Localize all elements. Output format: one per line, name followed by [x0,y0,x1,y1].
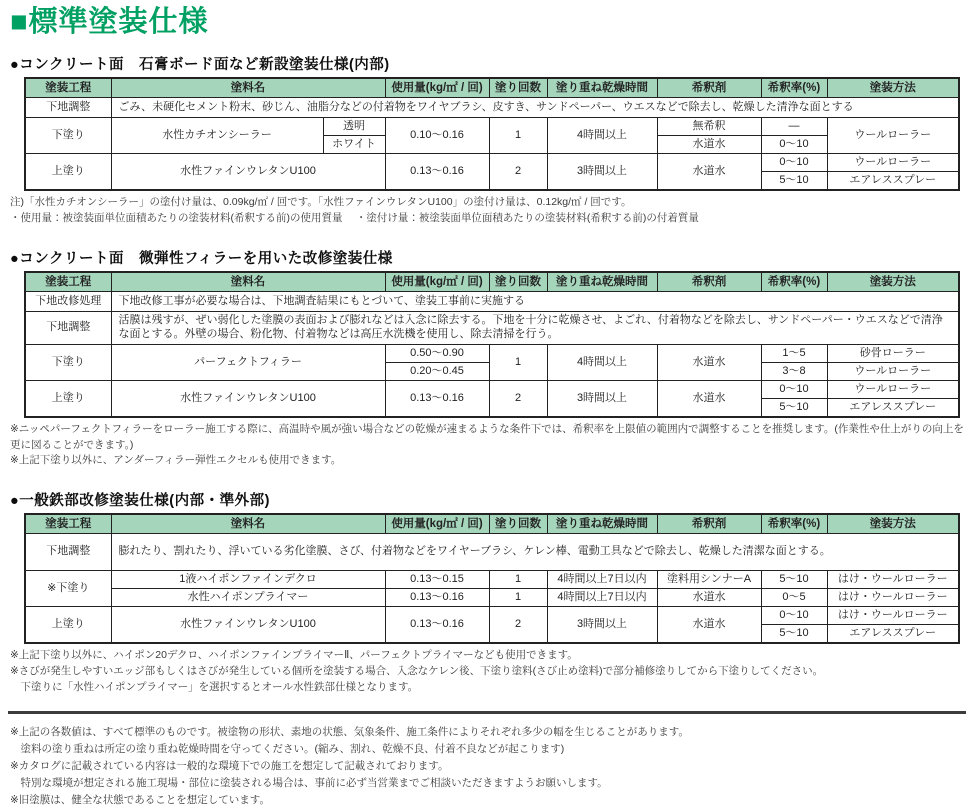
cell-method: はけ・ウールローラー [827,589,959,607]
cell-method: ウールローラー [827,153,959,171]
col-header-ratio: 希釈率(%) [761,514,827,534]
cell-diluent: 水道水 [657,344,761,380]
cell-drying: 3時間以上 [547,380,657,417]
col-header-diluent: 希釈剤 [657,514,761,534]
cell-drying: 3時間以上 [547,607,657,644]
row-undercoat-option1 [25,571,959,589]
cell-usage: 0.50～0.90 [385,344,489,362]
section-iron-repair [8,489,966,695]
row-topcoat-a [25,607,959,625]
section-concrete-repair [8,247,966,469]
cell-coats: 1 [489,117,547,153]
cell-usage: 0.13～0.15 [385,571,489,589]
row-topcoat-a [25,153,959,171]
cell-drying: 4時間以上 [547,117,657,153]
row-surface-prep [25,97,959,117]
section-heading-iron-repair: ●一般鉄部改修塗装仕様(内部・準外部) [10,493,270,510]
footer-note-line: 塗料の塗り重ねは所定の塗り重ね乾燥時間を守ってください。(縮み、割れ、乾燥不良、付着不良などが起こります) [10,743,565,756]
col-header-drying: 塗り重ね乾燥時間 [547,514,657,534]
col-header-paint: 塗料名 [111,272,385,292]
row-undercoat-a [25,344,959,362]
cell-prep-desc: 活膜は残すが、ぜい弱化した塗膜の表面および膨れなどは入念に除去する。下地を十分に乾燥させ、よごれ、付着物などを除去し、サンドペーパー・ウエスなどで清浄な面とする。外壁の場合、粉化物、付着物などは高圧水洗機を使用し、除去清掃を行う。 [111,312,959,345]
cell-ratio: 0～10 [761,380,827,398]
footer-note-line: ※旧塗膜は、健全な状態であることを想定しています。 [10,793,270,806]
cell-paint-name: 水性ファインウレタンU100 [111,607,385,644]
row-undercoat-option2 [25,589,959,607]
cell-ratio: 5～10 [761,625,827,644]
col-header-coats: 塗り回数 [489,514,547,534]
cell-process: 上塗り [25,380,111,417]
note-line: ※さびが発生しやすいエッジ部もしくはさびが発生している個所を塗装する場合、入念なケレン後、下塗り塗料(さび止め塗料)で部分補修塗りしてから下塗りしてください。 [10,664,824,677]
row-topcoat-a [25,380,959,398]
section2-notes [10,422,966,469]
footer-note-line: ※カタログに記載されている内容は一般的な環境下での施工を想定して記載されております。 [10,759,449,772]
cell-coats: 1 [489,589,547,607]
row-base-repair [25,292,959,312]
cell-ratio: 1～5 [761,344,827,362]
footer-notes [10,724,966,808]
spec-table-iron-repair [24,513,960,644]
cell-usage: 0.13～0.16 [385,380,489,417]
section3-notes [10,648,966,695]
cell-method: ウールローラー [827,380,959,398]
cell-diluent: 塗料用シンナーA [657,571,761,589]
col-header-ratio: 希釈率(%) [761,272,827,292]
col-header-drying: 塗り重ね乾燥時間 [547,272,657,292]
cell-ratio: 0～10 [761,153,827,171]
spec-table-concrete-new [24,77,960,191]
cell-paint-name: 水性ファインウレタンU100 [111,380,385,417]
cell-ratio: 5～10 [761,398,827,417]
cell-coats: 2 [489,380,547,417]
cell-ratio: 5～10 [761,571,827,589]
row-surface-prep [25,534,959,571]
cell-paint-name: 水性ファインウレタンU100 [111,153,385,190]
cell-method: ウールローラー [827,117,959,153]
cell-paint-name: 水性カチオンシーラー [111,117,323,153]
note-line: 注)「水性カチオンシーラー」の塗付け量は、0.09kg/㎡ / 回です。「水性ファインウレタンU100」の塗付け量は、0.12kg/㎡ / 回です。 [10,195,632,208]
cell-usage: 0.20～0.45 [385,362,489,380]
col-header-usage: 使用量(kg/㎡ / 回) [385,514,489,534]
col-header-method: 塗装方法 [827,514,959,534]
cell-process: 下塗り [25,344,111,380]
cell-method: はけ・ウールローラー [827,571,959,589]
cell-ratio: 0～10 [761,135,827,153]
cell-repair-desc: 下地改修工事が必要な場合は、下地調査結果にもとづいて、塗装工事前に実施する [111,292,959,312]
note-line: ※上記下塗り以外に、ハイポン20デクロ、ハイポンファインプライマーⅡ、パーフェクトプライマーなども使用できます。 [10,649,578,662]
section-concrete-new [8,53,966,227]
col-header-paint: 塗料名 [111,78,385,98]
col-header-coats: 塗り回数 [489,78,547,98]
page-title: ■標準塗装仕様 [10,6,209,38]
cell-process: ※下塗り [25,571,111,607]
cell-ratio: 3～8 [761,362,827,380]
cell-process: 上塗り [25,607,111,644]
cell-diluent: 水道水 [657,607,761,644]
cell-usage: 0.13～0.16 [385,153,489,190]
cell-method: エアレススプレー [827,398,959,417]
spec-table-concrete-repair [24,271,960,418]
cell-drying: 3時間以上 [547,153,657,190]
footer-divider [8,711,966,714]
footer-note-line: ※上記の各数値は、すべて標準のものです。被塗物の形状、素地の状態、気象条件、施工条件によりそれぞれ多少の幅を生じることがあります。 [10,726,689,739]
cell-diluent: 水道水 [657,153,761,190]
cell-drying: 4時間以上7日以内 [547,571,657,589]
cell-diluent: 無希釈 [657,117,761,135]
cell-ratio: 0～5 [761,589,827,607]
header-row [25,514,959,534]
note-line: ※ニッペパーフェクトフィラーをローラー施工する際に、高温時や風が強い場合などの乾燥が速まるような条件下では、希釈率を上限値の範囲内で調整することを推奨します。(作業性や仕上がりの向上を更に図ることができます。) [10,422,964,451]
note-line: ※上記下塗り以外に、アンダーフィラー弾性エクセルも使用できます。 [10,454,342,467]
row-surface-prep [25,312,959,345]
cell-ratio: 0～10 [761,607,827,625]
cell-paint-variant: ホワイト [323,135,385,153]
cell-process: 下地調整 [25,534,111,571]
cell-method: 砂骨ローラー [827,344,959,362]
cell-paint-variant: 透明 [323,117,385,135]
cell-process: 上塗り [25,153,111,190]
cell-prep-desc: ごみ、未硬化セメント粉末、砂じん、油脂分などの付着物をワイヤブラシ、皮すき、サンドペーパー、ウエスなどで除去し、乾燥した清浄な面とする [111,97,959,117]
section-heading-concrete-new: ●コンクリート面 石膏ボード面など新設塗装仕様(内部) [10,56,390,73]
cell-usage: 0.13～0.16 [385,607,489,644]
cell-process: 下地改修処理 [25,292,111,312]
col-header-diluent: 希釈剤 [657,78,761,98]
cell-method: エアレススプレー [827,625,959,644]
cell-diluent: 水道水 [657,589,761,607]
cell-usage: 0.10～0.16 [385,117,489,153]
cell-diluent: 水道水 [657,380,761,417]
cell-drying: 4時間以上 [547,344,657,380]
cell-method: エアレススプレー [827,171,959,190]
cell-method: はけ・ウールローラー [827,607,959,625]
cell-paint-name: パーフェクトフィラー [111,344,385,380]
cell-usage: 0.13～0.16 [385,589,489,607]
header-row [25,78,959,98]
section-heading-concrete-repair: ●コンクリート面 微弾性フィラーを用いた改修塗装仕様 [10,251,393,268]
cell-ratio: — [761,117,827,135]
note-line: ・使用量：被塗装面単位面積あたりの塗装材料(希釈する前)の使用質量 ・塗付け量：被塗装面単位面積あたりの塗装材料(希釈する前)の付着質量 [10,211,699,224]
row-undercoat-a [25,117,959,135]
col-header-usage: 使用量(kg/㎡ / 回) [385,78,489,98]
col-header-process: 塗装工程 [25,78,111,98]
header-row [25,272,959,292]
cell-prep-desc: 膨れたり、割れたり、浮いている劣化塗膜、さび、付着物などをワイヤーブラシ、ケレン棒、電動工具などで除去し、乾燥した清潔な面とする。 [111,534,959,571]
section1-notes [10,195,966,227]
col-header-paint: 塗料名 [111,514,385,534]
cell-ratio: 5～10 [761,171,827,190]
cell-coats: 2 [489,153,547,190]
col-header-ratio: 希釈率(%) [761,78,827,98]
col-header-method: 塗装方法 [827,78,959,98]
cell-drying: 4時間以上7日以内 [547,589,657,607]
cell-process: 下地調整 [25,312,111,345]
cell-coats: 1 [489,344,547,380]
cell-method: ウールローラー [827,362,959,380]
footer-note-line: 特別な環境が想定される施工現場・部位に塗装される場合は、事前に必ず当営業までご相談いただきますようお願いします。 [10,776,608,789]
col-header-process: 塗装工程 [25,514,111,534]
cell-process: 下塗り [25,117,111,153]
cell-paint-name: 1液ハイポンファインデクロ [111,571,385,589]
note-line: 下塗りに「水性ハイポンプライマー」を選択するとオール水性鉄部仕様となります。 [10,680,419,693]
col-header-diluent: 希釈剤 [657,272,761,292]
cell-coats: 2 [489,607,547,644]
cell-paint-name: 水性ハイポンプライマー [111,589,385,607]
col-header-process: 塗装工程 [25,272,111,292]
col-header-coats: 塗り回数 [489,272,547,292]
col-header-method: 塗装方法 [827,272,959,292]
cell-diluent: 水道水 [657,135,761,153]
cell-process: 下地調整 [25,97,111,117]
cell-coats: 1 [489,571,547,589]
col-header-usage: 使用量(kg/㎡ / 回) [385,272,489,292]
col-header-drying: 塗り重ね乾燥時間 [547,78,657,98]
